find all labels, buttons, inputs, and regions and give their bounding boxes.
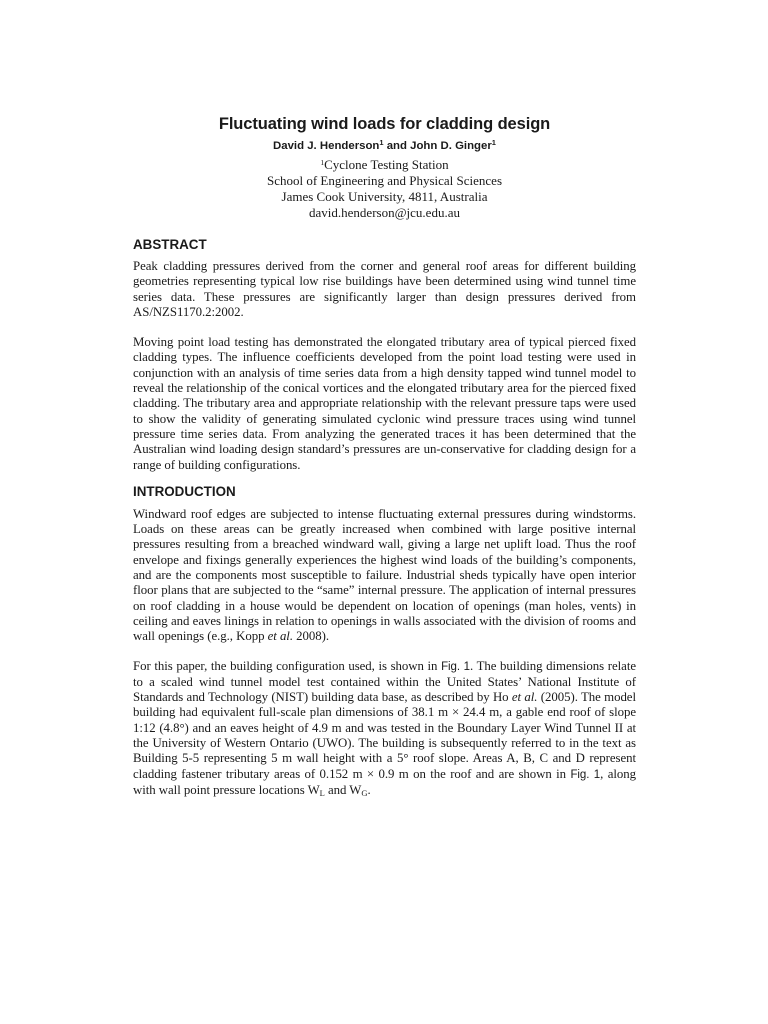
- intro-p2-text-e: and W: [324, 782, 362, 797]
- author-line: [133, 138, 636, 154]
- figure-1-reference-2[interactable]: Fig. 1: [570, 768, 601, 781]
- figure-1-reference[interactable]: Fig. 1: [441, 660, 471, 673]
- intro-p2-text-b: . The building dimensions relate to a scaled wind tunnel model test contained within the United States’ National Institute of Standards and Technology (NIST) building data base, as described by Ho: [133, 658, 636, 705]
- author-2: John D. Ginger: [410, 140, 492, 152]
- affiliation-name: Cyclone Testing Station: [324, 157, 449, 172]
- subscript-g: G: [361, 787, 368, 798]
- author-email[interactable]: david.henderson@jcu.edu.au: [309, 205, 460, 220]
- intro-p1-text-end: 2008).: [293, 629, 330, 644]
- introduction-paragraph-2: [133, 659, 636, 799]
- affiliation-line-1: [133, 157, 636, 173]
- intro-p2-text-d: , along with wall point pressure locations W: [133, 766, 636, 797]
- abstract-paragraph-2: Moving point load testing has demonstrated the elongated tributary area of typical pierced fixed cladding types. The influence coefficients developed from the point load testing were used in conjunction with an analysis of time series data from a high density tapped wind tunnel model to reveal the relationship of the conical vortices and the elongated tributary area for the pierced fixed cladding. The tributary area and appropriate relationship with the relevant pressure taps were used to show the validity of generating simulated cyclonic wind pressure traces using wind tunnel pressure time series data. From analyzing the generated traces it has been determined that the Australian wind loading design standard’s pressures are un-conservative for cladding design for a range of building configurations.: [133, 335, 636, 472]
- affiliation-line-3: James Cook University, 4811, Australia: [281, 189, 488, 204]
- abstract-heading: ABSTRACT: [133, 237, 207, 252]
- intro-p2-text-f: .: [367, 782, 371, 797]
- introduction-heading: INTRODUCTION: [133, 483, 236, 499]
- intro-p2-text-a: For this paper, the building configuration used, is shown in: [133, 658, 442, 673]
- author-1-affil-mark: 1: [379, 138, 384, 147]
- introduction-paragraph-1: [133, 507, 636, 645]
- author-2-affil-mark: 1: [491, 138, 496, 147]
- paper-page: [133, 112, 636, 798]
- affiliation-line-2: School of Engineering and Physical Sciences: [266, 173, 503, 188]
- author-conjunction: and: [383, 140, 411, 152]
- intro-p1-text: Windward roof edges are subjected to intense fluctuating external pressures during windstorms. Loads on these areas can be greatly increased when combined with large positive internal pressures resulting from a breached windward wall, giving a large net uplift load. Thus the roof envelope and fixings generally experiences the highest wind loads of the building’s components, and are the components most susceptible to failure. Industrial sheds typically have open interior floor plans that are subjected to the “same” internal pressure. The application of internal pressures on roof cladding in a house would be dependent on location of openings (man holes, vents) in ceiling and eaves linings in relation to openings in walls associated with the division of rooms and wall openings (e.g., Kopp: [133, 506, 636, 644]
- affiliation-mark: 1: [320, 158, 325, 167]
- subscript-l: L: [319, 787, 325, 798]
- intro-p2-text-c: (2005). The model building had equivalent full-scale plan dimensions of 38.1 m × 24.4 m, a gable end roof of slope 1:12 (4.8°) and an eaves height of 4.9 m and was tested in the Boundary Layer Wind Tunnel II at the University of Western Ontario (UWO). The building is subsequently referred to in the text as Building 5-5 representing 5 m wall height with a 5° roof slope. Areas A, B, C and D represent cladding fastener tributary areas of 0.152 m × 0.9 m on the roof and are shown in: [133, 690, 636, 781]
- abstract-paragraph-1: Peak cladding pressures derived from the corner and general roof areas for different building geometries representing typical low rise buildings have been determined using wind tunnel time series data. These pressures are significantly larger than design pressures derived from AS/NZS1170.2:2002.: [133, 259, 636, 319]
- paper-title: Fluctuating wind loads for cladding design: [218, 115, 551, 133]
- intro-p1-et-al: et al.: [267, 629, 293, 644]
- author-1: David J. Henderson: [273, 140, 380, 152]
- intro-p2-et-al: et al.: [511, 690, 538, 705]
